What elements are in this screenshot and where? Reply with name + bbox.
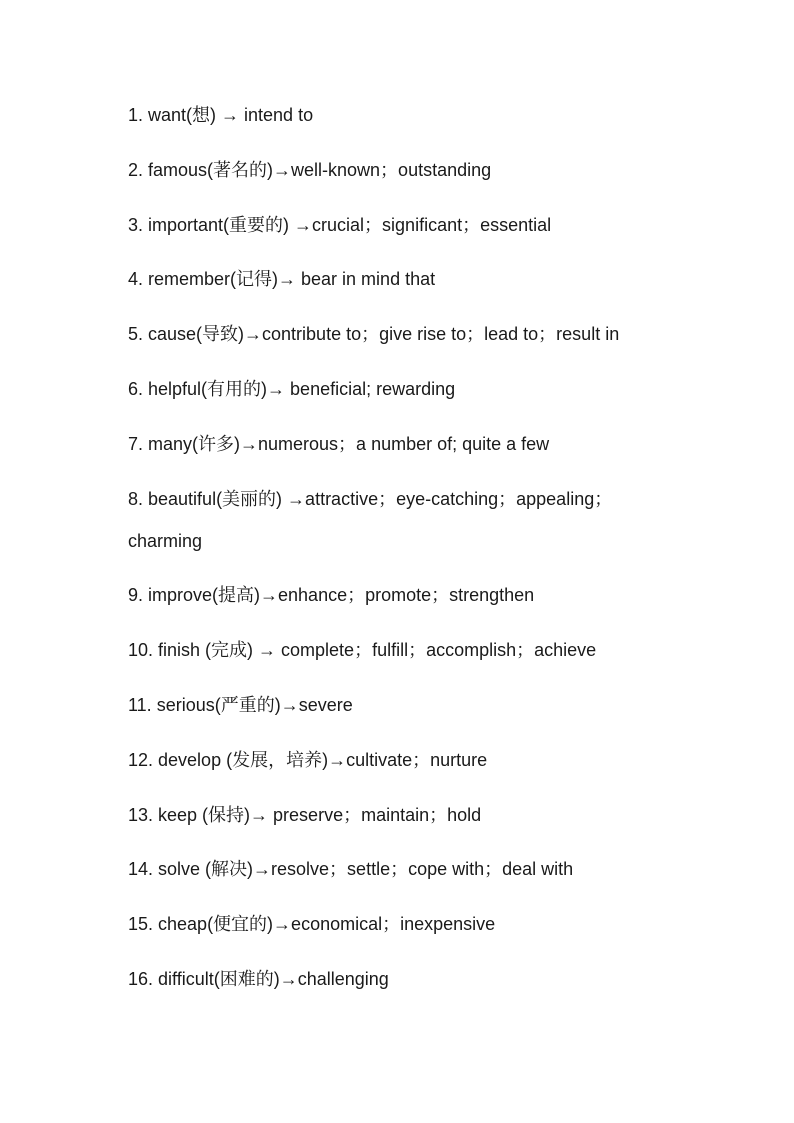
list-item [128,855,688,883]
entry-text: 11. serious(严重的)→severe [128,694,353,715]
list-item [128,965,688,993]
entry-text: 1. want(想) → intend to [128,105,314,125]
list-item [128,801,688,829]
list-item [128,910,688,938]
list-item [128,581,688,609]
entry-text: 3. important(重要的) →crucial；significant；essential [128,214,552,235]
list-item [128,375,688,403]
entry-text: 7. many(许多)→numerous；a number of; quite a few [128,433,550,454]
vocabulary-list [128,101,688,1020]
list-item [128,265,688,293]
entry-text: 15. cheap(便宜的)→economical；inexpensive [128,914,496,935]
list-item [128,211,688,239]
entry-text: 8. beautiful(美丽的) →attractive；eye-catching；appealing； [128,488,613,509]
entry-text: 13. keep (保持)→ preserve；maintain；hold [128,804,482,825]
entry-text: 12. develop (发展，培养)→cultivate；nurture [128,749,488,770]
entry-text: 2. famous(著名的)→well-known；outstanding [128,159,492,180]
entry-text: 6. helpful(有用的)→ beneficial; rewarding [128,378,456,399]
entry-text: 4. remember(记得)→ bear in mind that [128,269,436,290]
list-item [128,691,688,719]
list-item [128,746,688,774]
entry-text: 9. improve(提高)→enhance；promote；strengthen [128,585,535,606]
list-item [128,320,688,348]
list-item [128,430,688,458]
entry-text: 16. difficult(困难的)→challenging [128,968,389,989]
list-item [128,156,688,184]
list-item [128,636,688,664]
entry-continuation: charming [128,530,203,551]
entry-text: 14. solve (解决)→resolve；settle；cope with；deal with [128,859,574,880]
list-item [128,101,688,129]
entry-text: 10. finish (完成) → complete；fulfill；accomplish；achieve [128,640,597,661]
list-item [128,485,688,555]
entry-text: 5. cause(导致)→contribute to；give rise to；lead to；result in [128,324,620,345]
